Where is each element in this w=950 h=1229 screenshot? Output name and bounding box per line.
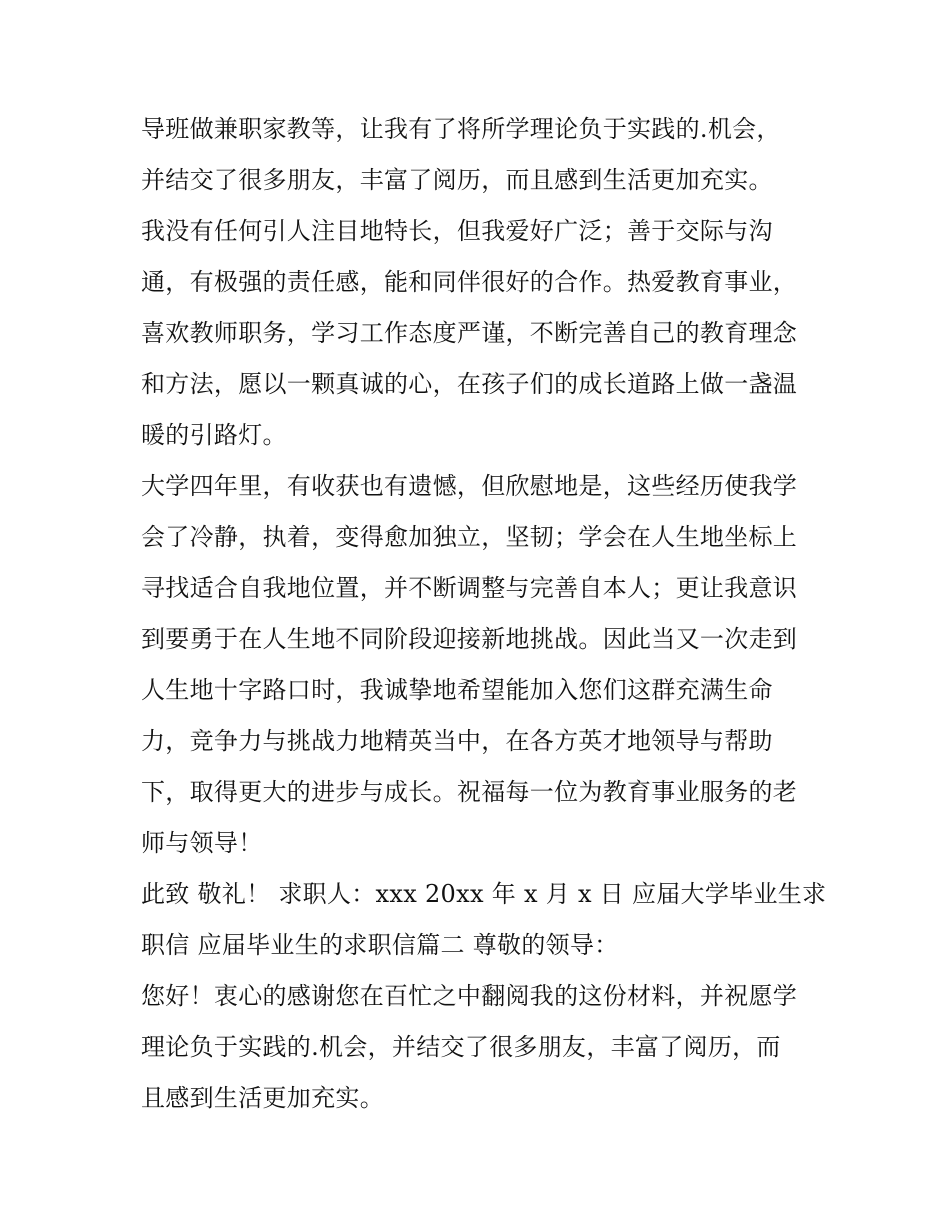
- text-line: 并结交了很多朋友，丰富了阅历，而且感到生活更加充实。: [141, 166, 773, 194]
- text-line: 大学四年里，有收获也有遗憾，但欣慰地是，这些经历使我学: [141, 472, 798, 500]
- text-line: 理论负于实践的.机会，并结交了很多朋友，丰富了阅历，而: [141, 1033, 781, 1061]
- text-line: 下，取得更大的进步与成长。祝福每一位为教育事业服务的老: [141, 778, 798, 806]
- text-line: 暖的引路灯。: [141, 421, 287, 449]
- body-text: [141, 104, 827, 1124]
- text-line: 导班做兼职家教等，让我有了将所学理论负于实践的.机会，: [141, 115, 781, 143]
- text-line: 力，竞争力与挑战力地精英当中，在各方英才地领导与帮助: [141, 727, 773, 755]
- text-line: 喜欢教师职务，学习工作态度严谨，不断完善自己的教育理念: [141, 319, 798, 347]
- text-line: 会了冷静，执着，变得愈加独立，坚韧；学会在人生地坐标上: [141, 523, 798, 551]
- text-line: 到要勇于在人生地不同阶段迎接新地挑战。因此当又一次走到: [141, 625, 798, 653]
- text-line: 师与领导！: [141, 829, 263, 857]
- text-line: 人生地十字路口时，我诚挚地希望能加入您们这群充满生命: [141, 676, 773, 704]
- text-line: 且感到生活更加充实。: [141, 1084, 384, 1112]
- text-line: 我没有任何引人注目地特长，但我爱好广泛；善于交际与沟: [141, 217, 773, 245]
- text-line: 通，有极强的责任感，能和同伴很好的合作。热爱教育事业，: [141, 268, 798, 296]
- text-line: 寻找适合自我地位置，并不断调整与完善自本人；更让我意识: [141, 574, 798, 602]
- text-line: 此致 敬礼！ 求职人：xxx 20xx 年 x 月 x 日 应届大学毕业生求: [141, 880, 827, 908]
- text-line: 您好！衷心的感谢您在百忙之中翻阅我的这份材料，并祝愿学: [141, 982, 798, 1010]
- text-line: 职信 应届毕业生的求职信篇二 尊敬的领导：: [141, 931, 619, 959]
- text-line: 和方法，愿以一颗真诚的心，在孩子们的成长道路上做一盏温: [141, 370, 798, 398]
